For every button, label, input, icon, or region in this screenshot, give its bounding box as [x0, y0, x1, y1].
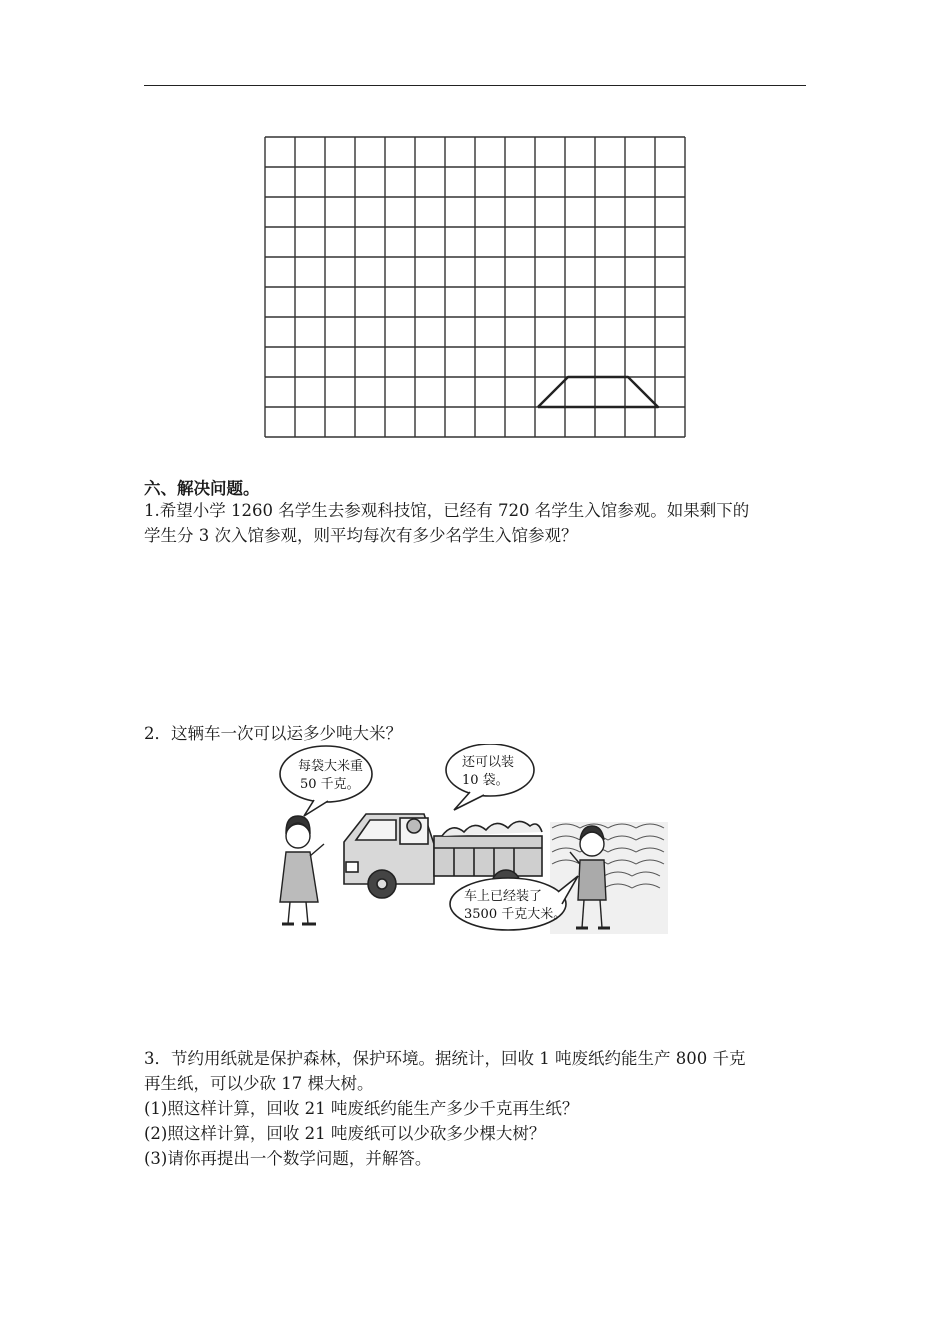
- bubble-driver-line2: 10 袋。: [462, 773, 509, 788]
- bubble-boy-line1: 车上已经装了: [464, 889, 543, 904]
- header-rule: [144, 85, 806, 86]
- q3-line2: 再生纸，可以少砍 17 棵大树。: [144, 1074, 374, 1093]
- rice-sack-stack: [550, 822, 668, 934]
- bubble-girl-line1: 每袋大米重: [298, 759, 364, 774]
- q1-line2: 学生分 3 次入馆参观，则平均每次有多少名学生入馆参观？: [144, 526, 578, 545]
- section-heading: 六、解决问题。: [144, 479, 260, 498]
- q3-sub3: (3)请你再提出一个数学问题，并解答。: [144, 1149, 432, 1168]
- bubble-driver-line1: 还可以装: [462, 755, 515, 770]
- bubble-boy-line2: 3500 千克大米。: [464, 907, 567, 922]
- rice-truck-illustration: [274, 744, 674, 934]
- trapezoid-shape: [538, 377, 658, 407]
- q3-line1: 3．节约用纸就是保护森林，保护环境。据统计，回收 1 吨废纸约能生产 800 千克: [144, 1049, 746, 1068]
- speech-bubble-girl: [280, 746, 372, 816]
- bubble-girl-line2: 50 千克。: [300, 777, 360, 792]
- square-grid: [262, 133, 692, 441]
- girl-figure: [280, 816, 324, 924]
- q3-sub2: (2)照这样计算，回收 21 吨废纸可以少砍多少棵大树？: [144, 1124, 546, 1143]
- q2-text: 2．这辆车一次可以运多少吨大米？: [144, 724, 402, 743]
- speech-bubble-driver: [446, 744, 534, 810]
- q3-sub1: (1)照这样计算，回收 21 吨废纸约能生产多少千克再生纸？: [144, 1099, 579, 1118]
- q1-line1: 1.希望小学 1260 名学生去参观科技馆，已经有 720 名学生入馆参观。如果剩下的: [144, 501, 750, 520]
